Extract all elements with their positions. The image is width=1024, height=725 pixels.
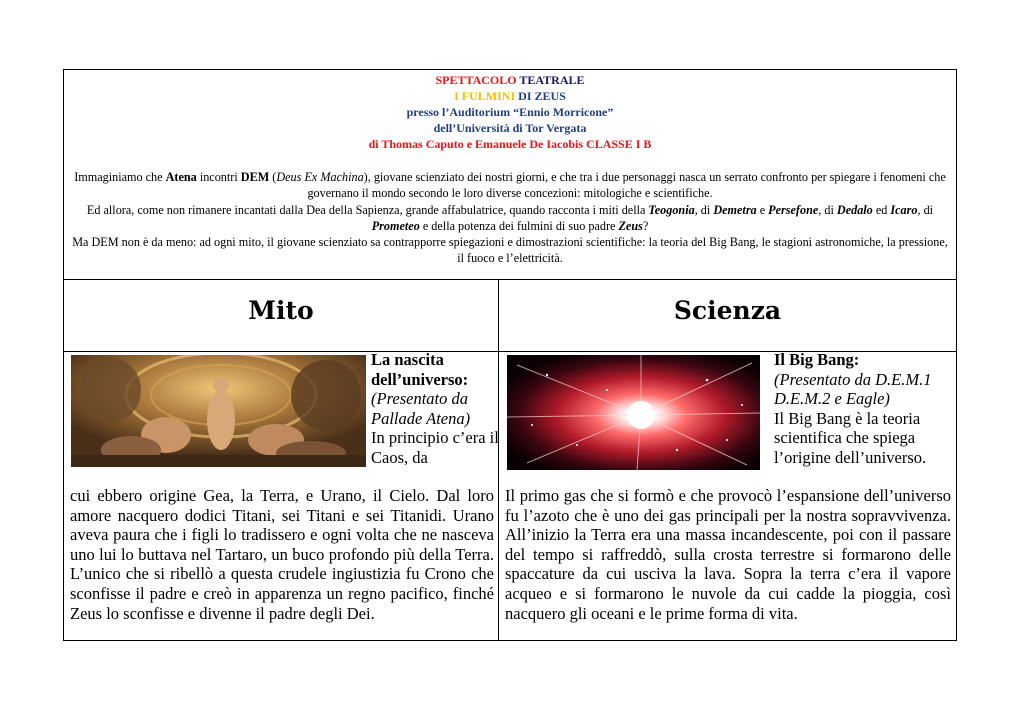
- intro-paragraph-2: Ed allora, come non rimanere incantati dalla Dea della Sapienza, grande affabulatrice, quando racconta i miti della Teogonia, di Demetra e Persefone, di Dedalo ed Icaro, di Prometeo e della potenza dei fulmini di suo padre Zeus?: [86, 202, 934, 233]
- scienza-presenter: (Presentato da D.E.M.1 D.E.M.2 e Eagle): [774, 369, 932, 409]
- mito-lead: In principio c’era il Caos, da: [371, 428, 499, 467]
- column-title-scienza: Scienza: [673, 296, 782, 325]
- title-line-4: dell’Università di Tor Vergata: [433, 121, 587, 135]
- document-table: [63, 69, 957, 641]
- scienza-lead: Il Big Bang è la teoria scientifica che spiega l’origine dell’universo.: [774, 408, 927, 467]
- column-title-mito: Mito: [248, 296, 314, 325]
- mito-heading: La nascita dell’universo:: [371, 350, 469, 389]
- scienza-body: Il primo gas che si formò e che provocò l’espansione dell’universo fu l’azoto che è uno dei gas principali per la nostra sopravvivenza. All’inizio la Terra era una massa incandescente, poi con il passare del tempo si raffreddò, sulla crosta terrestre si formarono delle spaccature da cui usciva la lava. Sopra la terra c’era il vapore acqueo e si formarono le nuvole da cui cadde la pioggia, così nacquero gli oceani e le prime forma di vita.: [505, 486, 951, 623]
- title-line-2: I FULMINI DI ZEUS: [454, 89, 566, 103]
- intro-paragraph-1: Immaginiamo che Atena incontri DEM (Deus Ex Machina), giovane scienziato dei nostri giorni, e che tra i due personaggi nasca un serrato confronto per spiegare i fenomeni che governano il mondo secondo le loro diverse concezioni: mitologiche e scientifiche.: [74, 170, 946, 201]
- title-line-5: di Thomas Caputo e Emanuele De Iacobis CLASSE I B: [368, 137, 652, 151]
- scienza-side-text: [774, 350, 954, 468]
- mito-presenter: (Presentato da Pallade Atena): [371, 389, 471, 428]
- fresco-painting-image: [71, 355, 366, 467]
- intro-text: [64, 169, 956, 267]
- title-line-1: SPETTACOLO TEATRALE: [435, 73, 585, 87]
- big-bang-image: [507, 355, 760, 470]
- intro-paragraph-3: Ma DEM non è da meno: ad ogni mito, il giovane scienziato sa contrapporre spiegazioni e dimostrazioni scientifiche: la teoria del Big Bang, le stagioni astronomiche, la pressione, il fuoco e l’elettricità.: [72, 235, 948, 266]
- mito-side-text: [371, 350, 499, 468]
- header-cell: [64, 70, 956, 280]
- scienza-heading: Il Big Bang:: [774, 350, 860, 369]
- mito-body: cui ebbero origine Gea, la Terra, e Urano, il Cielo. Dal loro amore nacquero dodici Titani, sei Titani e sei Titanidi. Urano aveva paura che i figli lo tradissero e ogni volta che ne nasceva uno lui lo buttava nel Tartaro, un buco profondo più della Terra. L’unico che si ribellò a questa crudele ingiustizia fu Crono che sconfisse il padre e creò in apparenza un regno pacifico, finché Zeus lo sconfisse e divenne il padre degli Dei.: [70, 486, 494, 623]
- title-block: [64, 70, 956, 152]
- title-line-3: presso l’Auditorium “Ennio Morricone”: [406, 105, 614, 119]
